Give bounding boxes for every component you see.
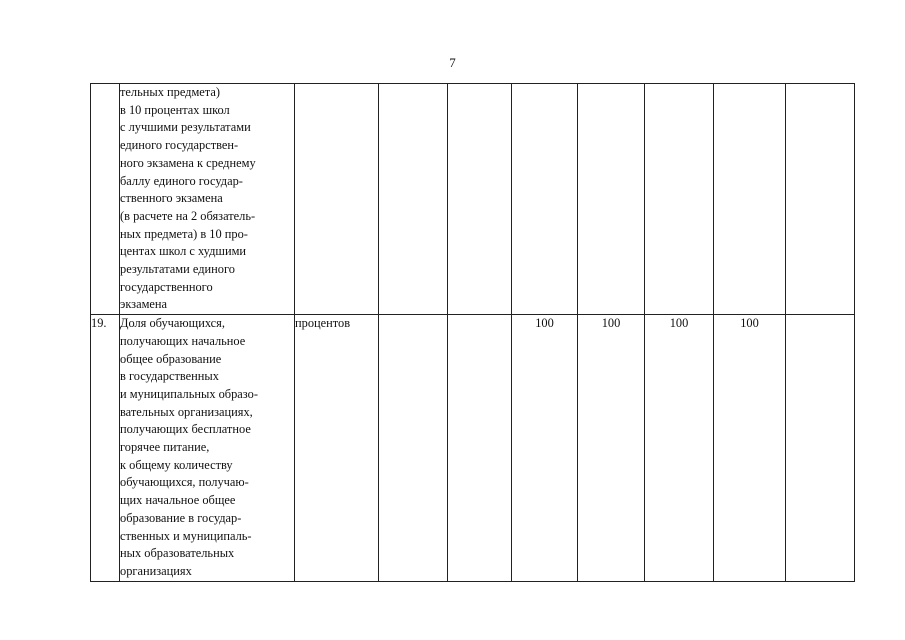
value-cell <box>512 84 578 315</box>
value-cell <box>645 84 714 315</box>
value-cell: 100 <box>512 315 578 582</box>
value-cell <box>578 84 645 315</box>
indicator-text-line: (в расчете на 2 обязатель- <box>120 208 256 223</box>
indicator-text-line: ных образовательных <box>120 546 235 561</box>
indicator-text-line: получающих бесплатное <box>120 422 251 437</box>
indicators-table <box>90 83 855 582</box>
indicator-name-cell <box>120 84 295 315</box>
indicator-text-line: обучающихся, получаю- <box>120 475 249 490</box>
value-cell <box>379 84 448 315</box>
indicator-text-line: ного экзамена к среднему <box>120 155 256 170</box>
indicator-text-line: образование в государ- <box>120 510 242 525</box>
indicator-text-line: баллу единого государ- <box>120 173 243 188</box>
value-cell <box>786 84 855 315</box>
indicator-text-line: щих начальное общее <box>120 493 236 508</box>
indicator-text-line: с лучшими результатами <box>120 120 251 135</box>
indicator-text-line: ственного экзамена <box>120 191 223 206</box>
indicator-text-line: ных предмета) в 10 про- <box>120 226 248 241</box>
row-number-cell: 19. <box>91 315 120 582</box>
unit-cell: процентов <box>295 315 379 582</box>
indicator-text-line: вательных организациях, <box>120 404 253 419</box>
indicator-text-line: ственных и муниципаль- <box>120 528 252 543</box>
indicator-text-line: получающих начальное <box>120 333 246 348</box>
value-cell <box>448 315 512 582</box>
value-cell <box>714 84 786 315</box>
indicator-text-line: общее образование <box>120 351 222 366</box>
unit-cell <box>295 84 379 315</box>
table-row <box>91 84 855 315</box>
indicator-text-line: Доля обучающихся, <box>120 316 225 331</box>
value-cell <box>786 315 855 582</box>
indicator-text-line: центах школ с худшими <box>120 244 247 259</box>
table-row <box>91 315 855 582</box>
indicator-text-line: результатами единого <box>120 262 235 277</box>
value-cell: 100 <box>645 315 714 582</box>
indicator-text-line: в государственных <box>120 369 219 384</box>
indicator-text-line: тельных предмета) <box>120 85 220 99</box>
indicator-text-line: организациях <box>120 563 192 578</box>
indicator-name-cell <box>120 315 295 582</box>
indicator-text-line: к общему количеству <box>120 457 233 472</box>
indicator-text-line: единого государствен- <box>120 138 239 153</box>
indicator-text-line: горячее питание, <box>120 440 210 455</box>
row-number-cell <box>91 84 120 315</box>
indicator-text-line: государственного <box>120 279 213 294</box>
indicator-text-line: экзамена <box>120 297 168 312</box>
indicator-text-line: в 10 процентах школ <box>120 102 230 117</box>
value-cell <box>448 84 512 315</box>
value-cell: 100 <box>578 315 645 582</box>
indicator-text-line: и муниципальных образо- <box>120 386 258 401</box>
value-cell: 100 <box>714 315 786 582</box>
value-cell <box>379 315 448 582</box>
page-number: 7 <box>449 55 456 70</box>
